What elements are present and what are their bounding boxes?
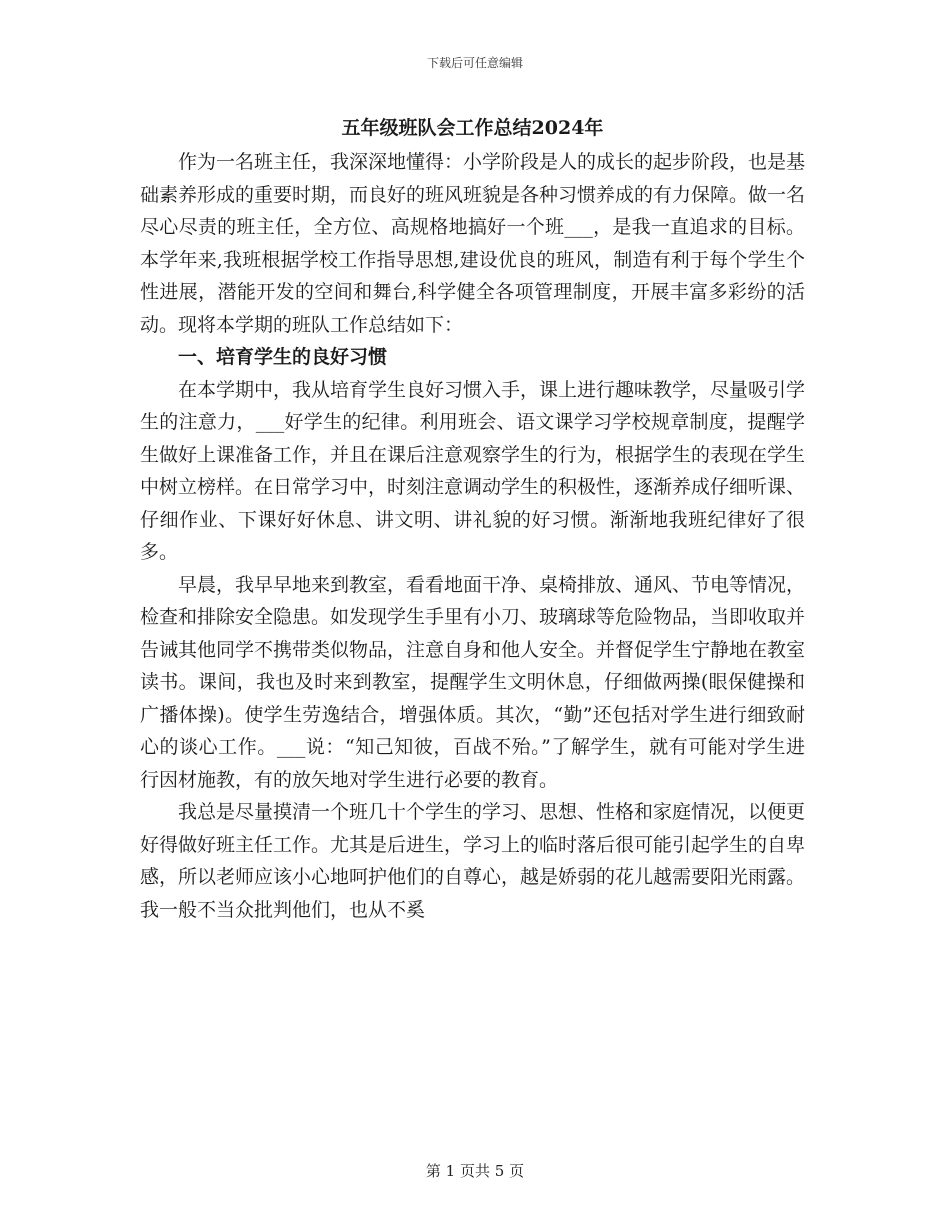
body-paragraph: 在本学期中，我从培育学生良好习惯入手，课上进行趣味教学，尽量吸引学生的注意力，___好学生的纪律。利用班会、语文课学习学校规章制度，提醒学生做好上课准备工作，并且在课后注意观察学生的行为，根据学生的表现在学生中树立榜样。在日常学习中，时刻注意调动学生的积极性，逐渐养成仔细听课、仔细作业、下课好好休息、讲文明、讲礼貌的好习惯。渐渐地我班纪律好了很多。 <box>140 378 806 563</box>
document-title: 五年级班队会工作总结2024年 <box>341 117 604 139</box>
section-heading: 一、培育学生的良好习惯 <box>178 346 388 368</box>
header-note: 下载后可任意编辑 <box>426 56 523 70</box>
intro-paragraph: 作为一名班主任，我深深地懂得：小学阶段是人的成长的起步阶段，也是基础素养形成的重要时期，而良好的班风班貌是各种习惯养成的有力保障。做一名尽心尽责的班主任，全方位、高规格地搞好一个班___，是我一直追求的目标。本学年来,我班根据学校工作指导思想,建设优良的班风，制造有利于每个学生个性进展，潜能开发的空间和舞台,科学健全各项管理制度，开展丰富多彩纷的活动。现将本学期的班队工作总结如下： <box>140 151 806 336</box>
body-paragraph: 早晨，我早早地来到教室，看看地面干净、桌椅排放、通风、节电等情况，检查和排除安全隐患。如发现学生手里有小刀、玻璃球等危险物品，当即收取并告诫其他同学不携带类似物品，注意自身和他人安全。并督促学生宁静地在教室读书。课间，我也及时来到教室，提醒学生文明休息，仔细做两操(眼保健操和广播体操)。使学生劳逸结合，增强体质。其次，“勤”还包括对学生进行细致耐心的谈心工作。___说：“知己知彼，百战不殆。”了解学生，就有可能对学生进行因材施教，有的放矢地对学生进行必要的教育。 <box>140 573 806 791</box>
body-paragraph: 我总是尽量摸清一个班几十个学生的学习、思想、性格和家庭情况，以便更好得做好班主任工作。尤其是后进生，学习上的临时落后很可能引起学生的自卑感，所以老师应该小心地呵护他们的自尊心，越是娇弱的花儿越需要阳光雨露。我一般不当众批判他们，也从不奚 <box>140 801 806 921</box>
page-number: 第 1 页共 5 页 <box>425 1162 525 1180</box>
document-body <box>140 112 805 926</box>
